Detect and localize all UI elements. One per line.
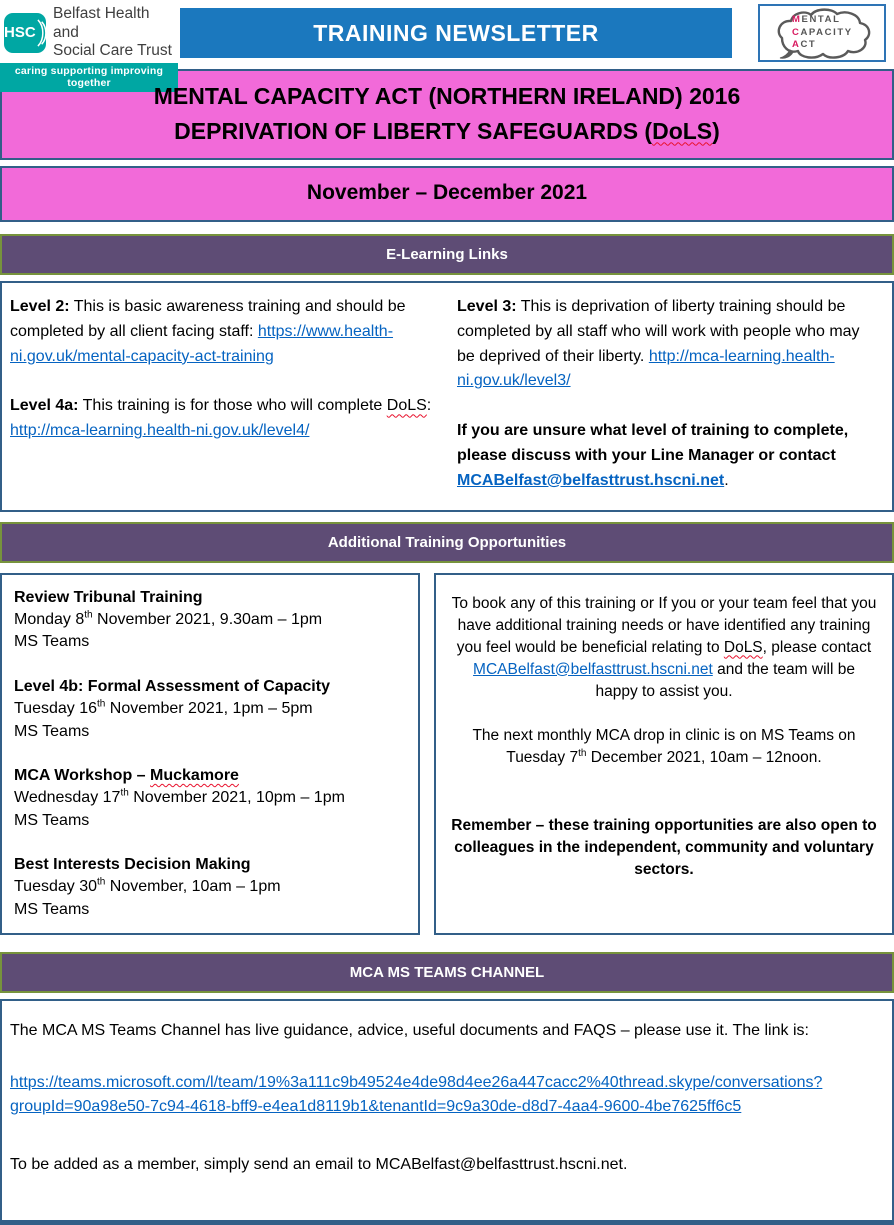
event-level4b: [14, 676, 406, 743]
level3-label: Level 3:: [457, 298, 517, 315]
event-venue: MS Teams: [14, 811, 90, 829]
event-review-tribunal: [14, 587, 406, 654]
event-mca-workshop: [14, 765, 406, 832]
events-box: [0, 573, 420, 936]
dols-squiggle: DoLS: [723, 638, 763, 656]
hsc-logo: [0, 0, 178, 89]
event-date: Tuesday 16th November 2021, 1pm – 5pm: [14, 698, 313, 718]
hsc-trust-name-line2: Social Care Trust: [53, 42, 172, 60]
event-title: MCA Workshop – Muckamore: [14, 766, 239, 784]
unsure-email-link[interactable]: MCABelfast@belfasttrust.hscni.net: [457, 471, 725, 489]
teams-intro: The MCA MS Teams Channel has live guidance, advice, useful documents and FAQS – please use it. The link is:: [10, 1022, 809, 1040]
unsure-paragraph: If you are unsure what level of training to complete, please discuss with your Line Manager or contact MCABelfast@belfasttrust.hscni.net.: [457, 422, 849, 489]
event-venue: MS Teams: [14, 633, 90, 651]
header: [0, 0, 894, 89]
mca-word-mental: MENTAL: [792, 14, 841, 26]
main-title-line2: DEPRIVATION OF LIBERTY SAFEGUARDS (DoLS): [174, 117, 720, 144]
event-best-interests: [14, 854, 406, 921]
teams-channel-section-header: MCA MS TEAMS CHANNEL: [0, 952, 894, 993]
teams-footer: To be added as a member, simply send an email to MCABelfast@belfasttrust.hscni.net.: [10, 1156, 628, 1174]
event-venue: MS Teams: [14, 900, 90, 918]
level2-paragraph: Level 2: This is basic awareness training and should be completed by all client facing staff: https://www.health-ni.gov.uk/mental-capacity-act-training: [10, 298, 406, 365]
main-title-line1: MENTAL CAPACITY ACT (NORTHERN IRELAND) 2016: [153, 83, 741, 109]
level4a-label: Level 4a:: [10, 397, 79, 415]
booking-paragraph: To book any of this training or If you or your team feel that you have additional training needs or have identified any training you feel would be beneficial relating to DoLS, please contact MCABelfast@belfasttrust.hscni.net and the team will be happy to assist you.: [451, 594, 877, 700]
event-venue: MS Teams: [14, 722, 90, 740]
mca-logo-text: [760, 6, 884, 60]
booking-box: [434, 573, 894, 936]
level4a-paragraph: Level 4a: This training is for those who will complete DoLS: http://mca-learning.health-ni.gov.uk/level4/: [10, 397, 432, 440]
level2-label: Level 2:: [10, 298, 70, 315]
newsletter-title: TRAINING NEWSLETTER: [313, 19, 599, 46]
hsc-trust-name: [53, 5, 178, 61]
date-range-banner: [0, 166, 894, 222]
hsc-trust-name-line1: Belfast Health and: [53, 5, 150, 41]
hsc-logo-icon: [4, 13, 46, 53]
level3-link[interactable]: http://mca-learning.health-ni.gov.uk/level3/: [457, 347, 835, 390]
elearning-content-box: [0, 281, 894, 512]
hsc-arcs-icon: [37, 17, 46, 49]
event-title: Best Interests Decision Making: [14, 856, 251, 874]
event-date: Tuesday 30th November, 10am – 1pm: [14, 877, 281, 896]
newsletter-title-banner: [180, 8, 732, 58]
hsc-acronym: HSC: [4, 24, 36, 42]
hsc-logo-row: [0, 0, 178, 63]
event-title: Review Tribunal Training: [14, 588, 203, 606]
dols-squiggle: DoLS: [386, 397, 427, 415]
mca-word-capacity: CAPACITY: [792, 26, 853, 38]
remember-paragraph: Remember – these training opportunities are also open to colleagues in the independent, community and voluntary sectors.: [451, 816, 877, 878]
date-range: November – December 2021: [306, 181, 588, 204]
event-title: Level 4b: Formal Assessment of Capacity: [14, 677, 330, 695]
additional-training-row: [0, 573, 894, 936]
booking-email-link[interactable]: MCABelfast@belfasttrust.hscni.net: [473, 660, 713, 678]
mca-logo: [758, 4, 886, 62]
clinic-paragraph: The next monthly MCA drop in clinic is on MS Teams on Tuesday 7th December 2021, 10am – 12noon.: [472, 726, 856, 766]
level4a-link[interactable]: http://mca-learning.health-ni.gov.uk/level4/: [10, 422, 310, 440]
level2-link[interactable]: https://www.health-ni.gov.uk/mental-capacity-act-training: [10, 322, 394, 365]
hsc-tagline: caring supporting improving together: [0, 63, 178, 92]
elearning-left-column: [10, 295, 433, 494]
additional-training-section-header: Additional Training Opportunities: [0, 522, 894, 563]
dols-squiggle: DoLS: [652, 117, 713, 144]
elearning-right-column: [457, 295, 880, 494]
event-date: Wednesday 17th November 2021, 10pm – 1pm: [14, 787, 345, 807]
mca-word-act: ACT: [792, 39, 817, 51]
teams-channel-box: [0, 999, 894, 1225]
muckamore-squiggle: Muckamore: [150, 766, 239, 784]
event-date: Monday 8th November 2021, 9.30am – 1pm: [14, 609, 323, 628]
elearning-section-header: E-Learning Links: [0, 234, 894, 275]
level3-paragraph: Level 3: This is deprivation of liberty training should be completed by all staff who will work with people who may be deprived of their liberty. http://mca-learning.health-ni.gov.uk/level3/: [457, 298, 860, 390]
teams-link-paragraph: [10, 1071, 884, 1119]
teams-channel-link[interactable]: https://teams.microsoft.com/l/team/19%3a111c9b49524e4de98d4ee26a447cacc2%40thread.skype/conversations?groupId=90a98e50-7c94-4618-bff9-e4ea1d8119b1&tenantId=9c9a30de-d8d7-4aa4-9600-4be7625ff6c5: [10, 1074, 823, 1116]
